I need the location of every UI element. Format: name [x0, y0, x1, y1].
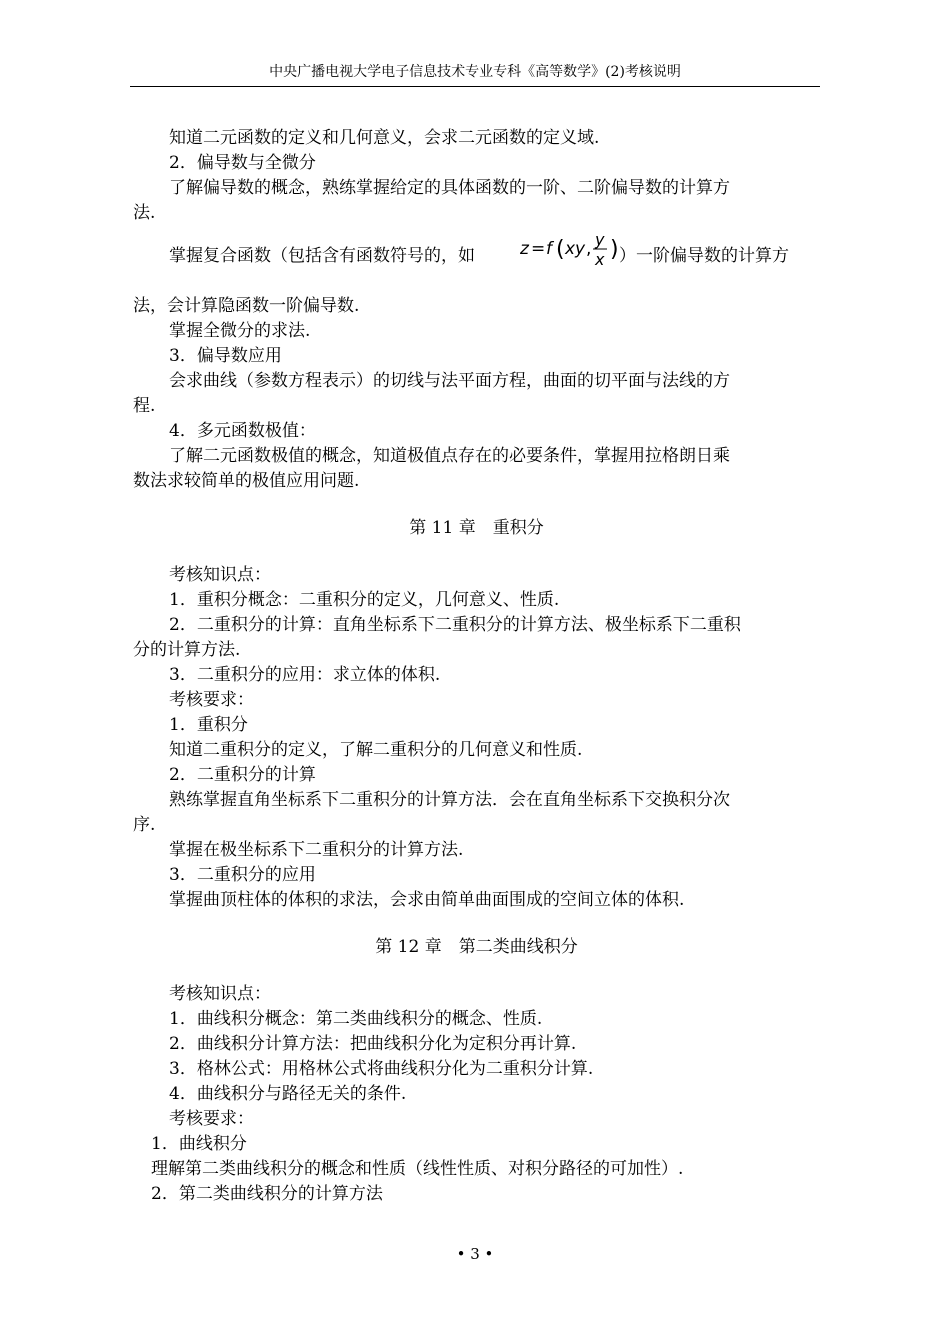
subheading: 3．二重积分的应用: [169, 865, 316, 885]
paragraph: 程.: [133, 396, 156, 416]
subheading: 2．偏导数与全微分: [169, 153, 316, 173]
document-body: [133, 126, 820, 1207]
formula-equals: =: [531, 239, 546, 259]
list-item-continuation: 分的计算方法.: [133, 640, 241, 660]
formula-xy: xy: [565, 239, 586, 259]
formula-rparen: ): [610, 237, 619, 262]
paragraph: 知道二元函数的定义和几何意义，会求二元函数的定义域.: [169, 128, 600, 148]
paragraph: 法，会计算隐函数一阶偏导数.: [133, 296, 360, 316]
list-item: 1．重积分概念：二重积分的定义，几何意义、性质.: [169, 590, 560, 610]
paragraph: 会求曲线（参数方程表示）的切线与法平面方程，曲面的切平面与法线的方: [169, 371, 730, 391]
paragraph: 了解二元函数极值的概念，知道极值点存在的必要条件，掌握用拉格朗日乘: [169, 446, 730, 466]
list-item: 1．曲线积分概念：第二类曲线积分的概念、性质.: [169, 1009, 543, 1029]
paragraph: 理解第二类曲线积分的概念和性质（线性性质、对积分路径的可加性）.: [151, 1159, 684, 1179]
formula-z: z: [520, 239, 529, 259]
composite-function-formula: [519, 232, 629, 272]
list-item: 2．二重积分的计算：直角坐标系下二重积分的计算方法、极坐标系下二重积: [169, 615, 741, 635]
section-label: 考核要求：: [169, 1109, 254, 1129]
page-header: 中央广播电视大学电子信息技术专业专科《高等数学》(2)考核说明: [269, 64, 681, 80]
subheading: 1．重积分: [169, 715, 248, 735]
list-item: 4．曲线积分与路径无关的条件.: [169, 1084, 407, 1104]
page-number: • 3 •: [456, 1245, 494, 1263]
paragraph: 熟练掌握直角坐标系下二重积分的计算方法．会在直角坐标系下交换积分次: [169, 790, 730, 810]
formula-paragraph: [133, 228, 820, 280]
formula-f: f: [546, 239, 552, 259]
subheading: 2．第二类曲线积分的计算方法: [151, 1184, 383, 1204]
paragraph: 掌握曲顶柱体的体积的求法，会求由简单曲面围成的空间立体的体积.: [169, 890, 685, 910]
header-rule: [130, 86, 820, 87]
section-label: 考核知识点：: [169, 565, 271, 585]
formula-comma: ,: [586, 239, 592, 259]
list-item: 3．二重积分的应用：求立体的体积.: [169, 665, 441, 685]
list-item: 2．曲线积分计算方法：把曲线积分化为定积分再计算.: [169, 1034, 577, 1054]
subheading: 3．偏导数应用: [169, 346, 282, 366]
chapter-title: 第 11 章 重积分: [409, 518, 544, 538]
formula-lparen: (: [556, 237, 565, 262]
paragraph: 法.: [133, 203, 156, 223]
list-item: 3．格林公式：用格林公式将曲线积分化为二重积分计算.: [169, 1059, 594, 1079]
formula-text-before: 掌握复合函数（包括含有函数符号的，如: [169, 246, 475, 266]
subheading: 2．二重积分的计算: [169, 765, 316, 785]
subheading: 1．曲线积分: [151, 1134, 247, 1154]
paragraph: 掌握全微分的求法.: [169, 321, 311, 341]
paragraph: 掌握在极坐标系下二重积分的计算方法.: [169, 840, 464, 860]
paragraph: 知道二重积分的定义，了解二重积分的几何意义和性质.: [169, 740, 583, 760]
section-label: 考核要求：: [169, 690, 254, 710]
formula-denominator: x: [595, 250, 605, 269]
formula-numerator: y: [595, 232, 605, 249]
chapter-title: 第 12 章 第二类曲线积分: [375, 937, 578, 957]
formula-text-after: ）一阶偏导数的计算方: [619, 246, 789, 266]
paragraph: 数法求较简单的极值应用问题.: [133, 471, 360, 491]
section-label: 考核知识点：: [169, 984, 271, 1004]
paragraph: 了解偏导数的概念，熟练掌握给定的具体函数的一阶、二阶偏导数的计算方: [169, 178, 730, 198]
subheading: 4．多元函数极值：: [169, 421, 316, 441]
paragraph: 序.: [133, 815, 156, 835]
